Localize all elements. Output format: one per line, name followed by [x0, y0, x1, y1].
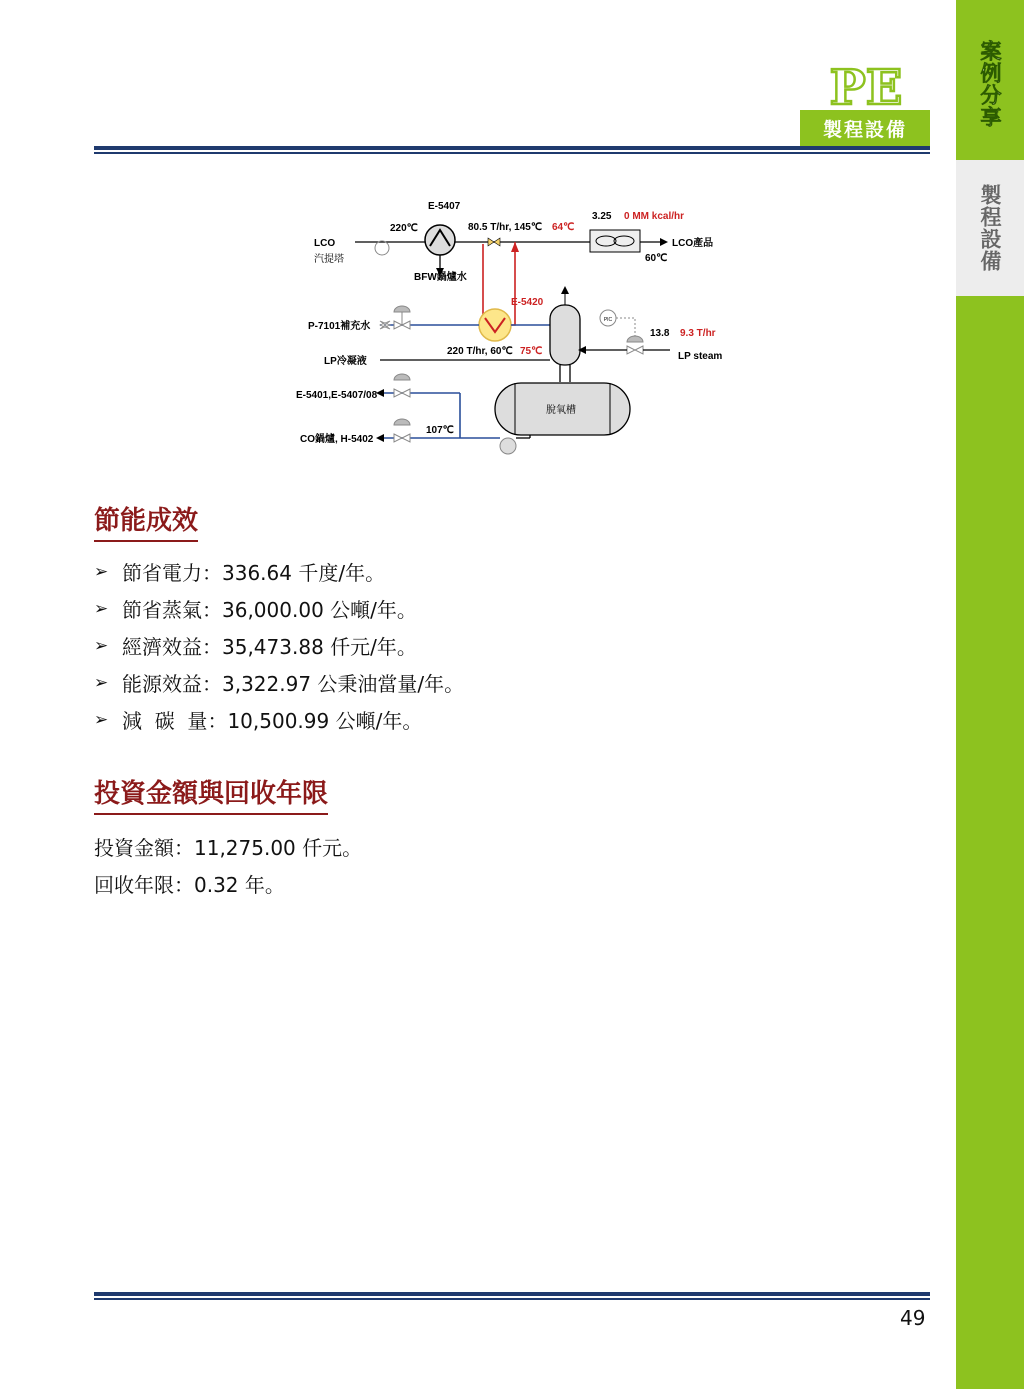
payback-period-text: 回收年限：0.32 年。	[94, 873, 285, 897]
tab-process-equipment-label: 製程設備	[978, 184, 1002, 272]
item-label: 節省電力	[122, 561, 202, 585]
item-label: 經濟效益	[122, 635, 202, 659]
label-steam-flow: 13.8	[650, 328, 670, 339]
label-p7101: P-7101補充水	[308, 321, 371, 332]
label-60c: 60℃	[645, 253, 668, 264]
investment-amount-text: 投資金額：11,275.00 仟元。	[94, 836, 363, 860]
boiler-feed-pump-icon	[500, 438, 516, 454]
label-duty-new: 0 MM kcal/hr	[624, 211, 685, 222]
item-value: 3,322.97 公秉油當量/年。	[222, 672, 465, 696]
item-label: 減 碳 量	[122, 709, 208, 733]
arrow-bullet-icon: ➢	[94, 672, 109, 693]
label-220c: 220℃	[390, 223, 418, 234]
header-category-label: 製程設備	[800, 110, 930, 146]
label-lco-product: LCO產品	[672, 238, 714, 249]
section-energy-savings-title: 節能成效	[94, 500, 198, 542]
lco-pump-icon	[375, 241, 389, 255]
label-e5407: E-5407	[428, 201, 461, 212]
label-lp-steam: LP steam	[678, 351, 723, 362]
label-e5401: E-5401,E-5407/08	[296, 390, 378, 401]
section-investment-title: 投資金額與回收年限	[94, 773, 328, 815]
air-cooler-icon	[590, 230, 640, 252]
tab-case-study-label: 案例分享	[978, 40, 1002, 128]
tab-process-equipment[interactable]	[956, 160, 1024, 296]
energy-savings-list	[94, 553, 794, 738]
arrow-bullet-icon: ➢	[94, 635, 109, 656]
label-lco-tower: 汽提塔	[314, 254, 344, 265]
arrow-bullet-icon: ➢	[94, 709, 109, 730]
arrow-bullet-icon: ➢	[94, 561, 109, 582]
page-number: 49	[900, 1306, 926, 1330]
item-label: 能源效益	[122, 672, 202, 696]
process-flow-diagram	[290, 190, 730, 470]
label-flow2: 220 T/hr, 60℃	[447, 346, 513, 357]
e5420-exchanger-icon	[479, 309, 511, 341]
list-item: ➢ 減 碳 量 ： 10,500.99 公噸/年。	[94, 701, 794, 738]
label-lp-cond: LP冷凝液	[324, 356, 367, 367]
label-flow2-new: 75℃	[520, 346, 543, 357]
item-value: 10,500.99 公噸/年。	[227, 709, 423, 733]
label-flow1: 80.5 T/hr, 145℃	[468, 222, 543, 233]
list-item: ➢ 節省電力 ： 336.64 千度/年。	[94, 553, 794, 590]
label-deaerator: 脫氧槽	[546, 405, 576, 416]
header-logo	[800, 62, 930, 141]
footer-divider	[94, 1292, 930, 1300]
label-steam-flow-new: 9.3 T/hr	[680, 328, 716, 339]
label-co-boiler: CO鍋爐, H-5402	[300, 434, 374, 445]
deaerator-column-icon	[550, 286, 580, 382]
arrow-bullet-icon: ➢	[94, 598, 109, 619]
label-duty: 3.25	[592, 211, 612, 222]
logo-text: PE	[829, 62, 903, 110]
pic-label: PIC	[603, 317, 613, 323]
list-item: ➢ 經濟效益 ： 35,473.88 仟元/年。	[94, 627, 794, 664]
label-flow1-new: 64℃	[552, 222, 575, 233]
item-value: 36,000.00 公噸/年。	[222, 598, 417, 622]
label-bfw: BFW鍋爐水	[414, 272, 467, 283]
label-e5420: E-5420	[511, 297, 544, 308]
label-107c: 107℃	[426, 425, 454, 436]
right-sidebar	[956, 0, 1024, 1389]
tab-case-study[interactable]	[956, 18, 1024, 150]
header-divider	[94, 146, 930, 154]
label-lco: LCO	[314, 238, 336, 249]
item-value: 35,473.88 仟元/年。	[222, 635, 417, 659]
list-item: ➢ 節省蒸氣 ： 36,000.00 公噸/年。	[94, 590, 794, 627]
list-item: ➢ 能源效益 ： 3,322.97 公秉油當量/年。	[94, 664, 794, 701]
item-value: 336.64 千度/年。	[222, 561, 386, 585]
item-label: 節省蒸氣	[122, 598, 202, 622]
pe-logo-icon	[806, 62, 926, 110]
